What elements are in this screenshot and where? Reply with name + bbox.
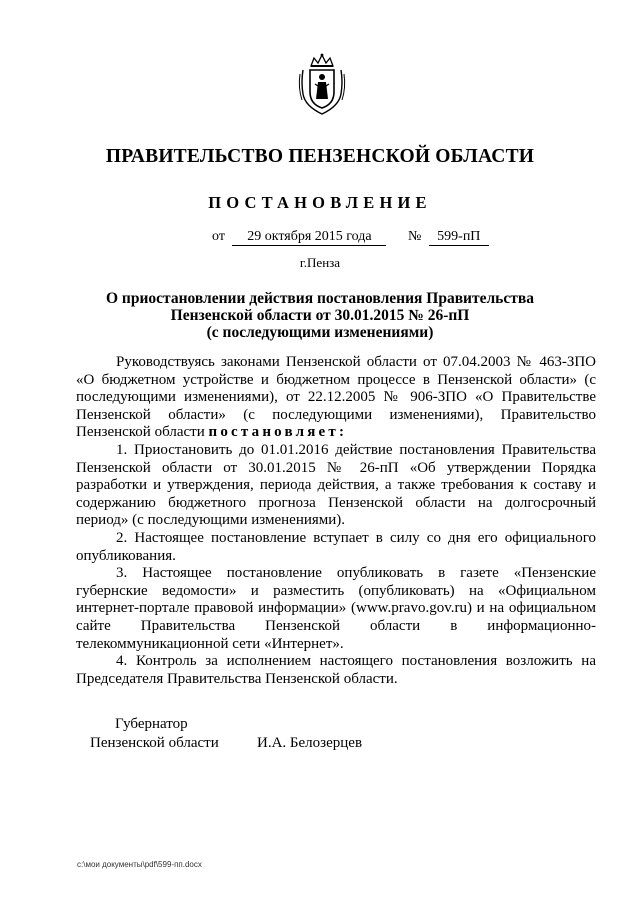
date-number-line [212, 229, 489, 246]
signatory-region: Пензенской области [90, 735, 219, 751]
heading-line: (с последующими изменениями) [206, 324, 434, 341]
list-item: 2. Настоящее постановление вступает в силу со дня его официального опубликования. [76, 529, 596, 564]
resolves-word: постановляет: [208, 424, 348, 441]
signatory-name: И.А. Белозерцев [257, 735, 363, 751]
file-path: c:\мои документы\pdf\599-пп.docx [77, 860, 202, 869]
list-item: 1. Приостановить до 01.01.2016 действие постановления Правительства Пензенской области от 30.01.2015 № 26-пП «Об утверждении Порядка разработки и утверждения, периода действия, а также требования к составу и содержанию бюджетного прогноза Пензенской области на долгосрочный период» (с последующими изменениями). [76, 441, 596, 529]
number-prefix: № [407, 229, 422, 244]
document-type: ПОСТАНОВЛЕНИЕ [208, 193, 432, 212]
signatory-title: Губернатор [115, 716, 188, 732]
heading-line: О приостановлении действия постановления Правительства [105, 290, 534, 307]
date-prefix: от [212, 229, 225, 244]
heading-line: Пензенской области от 30.01.2015 № 26-пП [170, 307, 470, 324]
city: г.Пенза [299, 255, 341, 270]
preamble-text: Руководствуясь законами Пензенской области от 07.04.2003 № 463-ЗПО «О бюджетном устройстве и бюджетном процессе в Пензенской области» (с последующими изменениями), от 22.12.2005 № 906-ЗПО «О Правительстве Пензенской области» (с последующими изменениями), Правительство Пензенской области [76, 354, 596, 441]
list-item: 3. Настоящее постановление опубликовать в газете «Пензенские губернские ведомости» и разместить (опубликовать) на «Официальном интернет-портале правовой информации» (www.pravo.gov.ru) и на официальном сайте Правительства Пензенской области в информационно-телекоммуникационной сети «Интернет». [76, 565, 596, 652]
document-heading [80, 290, 560, 341]
list-item: 4. Контроль за исполнением настоящего постановления возложить на Председателя Правительства Пензенской области. [76, 653, 596, 687]
document-number: 599-пП [429, 229, 489, 246]
document-date: 29 октября 2015 года [232, 229, 386, 246]
document-body [76, 354, 596, 688]
preamble-paragraph [76, 354, 596, 442]
coat-of-arms-icon [297, 52, 347, 116]
organization-title: ПРАВИТЕЛЬСТВО ПЕНЗЕНСКОЙ ОБЛАСТИ [105, 146, 535, 167]
